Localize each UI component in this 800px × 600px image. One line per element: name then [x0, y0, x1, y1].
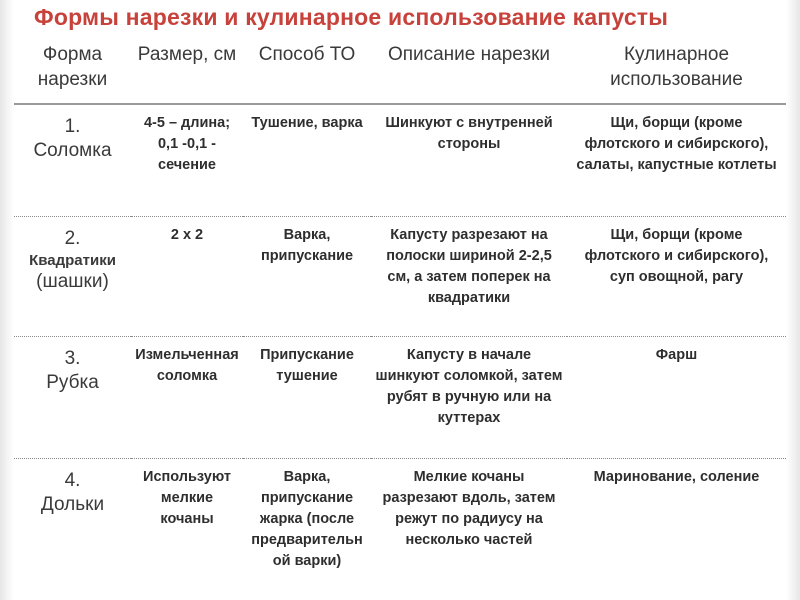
- cell-form: [14, 216, 131, 336]
- table-row: [14, 336, 786, 458]
- cell-description: Капусту в начале шинкуют соломкой, затем рубят в ручную или на куттерах: [371, 336, 567, 458]
- column-header-method: Способ ТО: [243, 36, 371, 104]
- column-header-size: Размер, см: [131, 36, 243, 104]
- cell-description: Мелкие кочаны разрезают вдоль, затем режут по радиусу на несколько частей: [382, 468, 556, 548]
- slide-edge-left: [0, 0, 14, 600]
- cell-description: Шинкуют с внутренней стороны: [371, 104, 567, 216]
- form-name: Дольки: [40, 493, 105, 515]
- form-number: 2.: [64, 227, 81, 249]
- slide-edge-right: [786, 0, 800, 600]
- cell-method: Тушение, варка: [243, 104, 371, 216]
- form-name: Квадратики: [29, 251, 116, 269]
- column-header-description: Описание нарезки: [371, 36, 567, 104]
- column-header-usage: Кулинарное использование: [567, 36, 786, 104]
- cell-size: 4-5 – длина; 0,1 -0,1 - сечение: [131, 104, 243, 216]
- cell-usage: Маринование, соление: [593, 468, 760, 485]
- cell-method: Варка, припускание: [243, 216, 371, 336]
- cell-method: Припускание тушение: [243, 336, 371, 458]
- table-row: [14, 458, 786, 598]
- form-name-alt: (шашки): [36, 270, 109, 292]
- cell-size: Используют мелкие кочаны: [143, 468, 231, 527]
- form-number: 1.: [64, 116, 81, 137]
- cell-size: Измельченная соломка: [131, 336, 243, 458]
- cell-form: [14, 104, 131, 216]
- table-row: [14, 216, 786, 336]
- cabbage-cutting-table: [14, 36, 786, 598]
- cell-usage: Фарш: [567, 336, 786, 458]
- cell-form: [14, 458, 131, 598]
- table-header-row: [14, 36, 786, 104]
- cell-size: 2 х 2: [131, 216, 243, 336]
- cell-usage: Щи, борщи (кроме флотского и сибирского), салаты, капустные котлеты: [567, 104, 786, 216]
- table-row: [14, 104, 786, 216]
- cell-description: Капусту разрезают на полоски шириной 2-2,5 см, а затем поперек на квадратики: [371, 216, 567, 336]
- form-number: 3.: [64, 347, 81, 369]
- cell-usage: Щи, борщи (кроме флотского и сибирского), суп овощной, рагу: [567, 216, 786, 336]
- form-name: Соломка: [33, 140, 112, 161]
- cell-method: Варка, припускание жарка (после предварительной варки): [251, 468, 363, 569]
- cell-form: [14, 336, 131, 458]
- page-title: Формы нарезки и кулинарное использование капусты: [34, 4, 669, 30]
- form-name: Рубка: [46, 371, 99, 393]
- column-header-form: Форма нарезки: [14, 36, 131, 104]
- form-number: 4.: [64, 469, 81, 491]
